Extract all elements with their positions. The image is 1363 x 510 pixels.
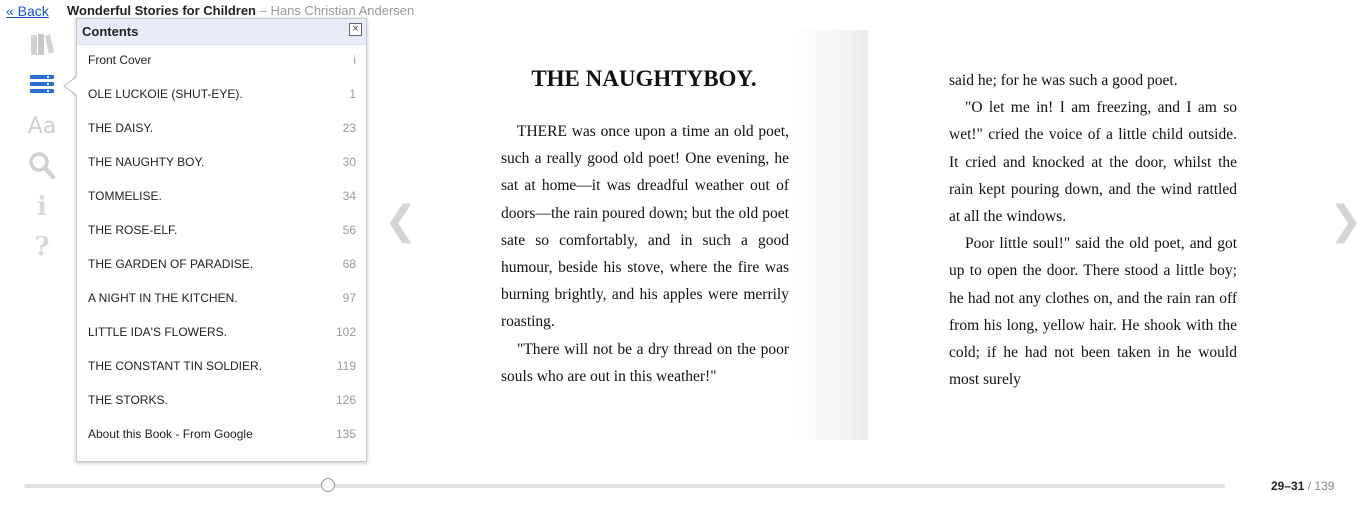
contents-item[interactable] (77, 385, 366, 419)
back-link[interactable]: « Back (6, 3, 49, 19)
paragraph: said he; for he was such a good poet. (949, 72, 1178, 89)
contents-item-title: TOMMELISE. (88, 189, 162, 203)
book-title: Wonderful Stories for Children (67, 3, 256, 18)
contents-item[interactable] (77, 351, 366, 385)
contents-item-title: A NIGHT IN THE KITCHEN. (88, 291, 238, 305)
contents-item-title: THE ROSE-ELF. (88, 223, 178, 237)
book-author[interactable]: – Hans Christian Andersen (259, 3, 415, 18)
contents-item-page: 30 (342, 155, 356, 169)
left-page-text (501, 118, 789, 390)
contents-item-title: About this Book - From Google (88, 427, 253, 441)
page-slider-track[interactable] (24, 484, 1225, 488)
contents-item-page: 68 (342, 257, 356, 271)
contents-item-title: THE CONSTANT TIN SOLDIER. (88, 359, 263, 373)
contents-list (77, 45, 366, 453)
close-icon[interactable]: × (349, 23, 362, 36)
contents-pointer-inner (65, 77, 77, 95)
contents-item-title: THE STORKS. (88, 393, 168, 407)
contents-item-page: 34 (342, 189, 356, 203)
contents-panel (76, 18, 367, 462)
chapter-title: THE NAUGHTYBOY. (531, 66, 757, 91)
contents-item[interactable] (77, 215, 366, 249)
contents-item[interactable] (77, 181, 366, 215)
right-page (869, 30, 1267, 440)
contents-item[interactable] (77, 113, 366, 147)
page-slider-thumb[interactable] (321, 478, 335, 492)
next-page-arrow[interactable]: ❯ (1329, 198, 1363, 244)
paragraph: "There will not be a dry thread on the poor souls who are out in this weather!" (501, 340, 789, 385)
contents-item-page: 1 (349, 87, 356, 101)
contents-item[interactable] (77, 419, 366, 453)
paragraph: Poor little soul!" said the old poet, and got up to open the door. There stood a little boy; he had not any clothes on, and the rain ran off from his long, yellow hair. He shook with the cold; if he had not been taken in he would most surely (949, 235, 1237, 389)
contents-item[interactable] (77, 249, 366, 283)
contents-item-title: THE GARDEN OF PARADISE. (88, 257, 254, 271)
contents-item-page: 97 (342, 291, 356, 305)
contents-item-title: THE DAISY. (88, 121, 154, 135)
contents-item-page: 119 (336, 359, 356, 373)
previous-page-arrow[interactable]: ❮ (384, 198, 418, 244)
page-indicator (1271, 479, 1334, 493)
contents-item-page: 126 (335, 393, 356, 407)
contents-item-page: 56 (342, 223, 356, 237)
contents-item-page: 135 (335, 427, 356, 441)
info-icon[interactable]: i (37, 192, 47, 222)
library-icon[interactable] (22, 30, 62, 64)
contents-title: Contents (82, 24, 139, 39)
paragraph: "O let me in! I am freezing, and I am so wet!" cried the voice of a little child outside. It cried and knocked at the door, whilst the rain kept pouring down, and the wind rattled at all the windows. (949, 99, 1237, 226)
book-heading (67, 3, 414, 18)
contents-item-page: 23 (342, 121, 356, 135)
contents-item-page: 102 (335, 325, 356, 339)
contents-item-title: OLE LUCKOIE (SHUT-EYE). (88, 87, 243, 101)
left-page (470, 30, 868, 440)
contents-item[interactable] (77, 317, 366, 351)
contents-item-title: THE NAUGHTY BOY. (88, 155, 205, 169)
contents-icon[interactable] (22, 70, 62, 104)
paragraph: THERE was once upon a time an old poet, such a really good old poet! One evening, he sat at home—it was dreadful weather out of doors—the rain poured down; but the old poet sate so comfortably, and in such a good humour, beside his stove, where the fire was burning brightly, and his apples were merrily roasting. (501, 123, 789, 331)
page-separator: / (1307, 479, 1312, 493)
search-icon[interactable] (22, 150, 62, 184)
contents-item-title: LITTLE IDA'S FLOWERS. (88, 325, 227, 339)
contents-item-page: i (353, 53, 356, 67)
contents-item[interactable] (77, 283, 366, 317)
contents-header (77, 19, 366, 45)
font-settings-icon[interactable]: Aa (27, 114, 57, 139)
help-icon[interactable]: ? (34, 232, 50, 262)
current-pages: 29–31 (1271, 479, 1305, 493)
contents-item[interactable] (77, 79, 366, 113)
contents-item[interactable] (77, 147, 366, 181)
right-page-text (949, 67, 1237, 393)
total-pages: 139 (1314, 479, 1335, 493)
contents-item[interactable] (77, 45, 366, 79)
contents-item-title: Front Cover (88, 53, 152, 67)
